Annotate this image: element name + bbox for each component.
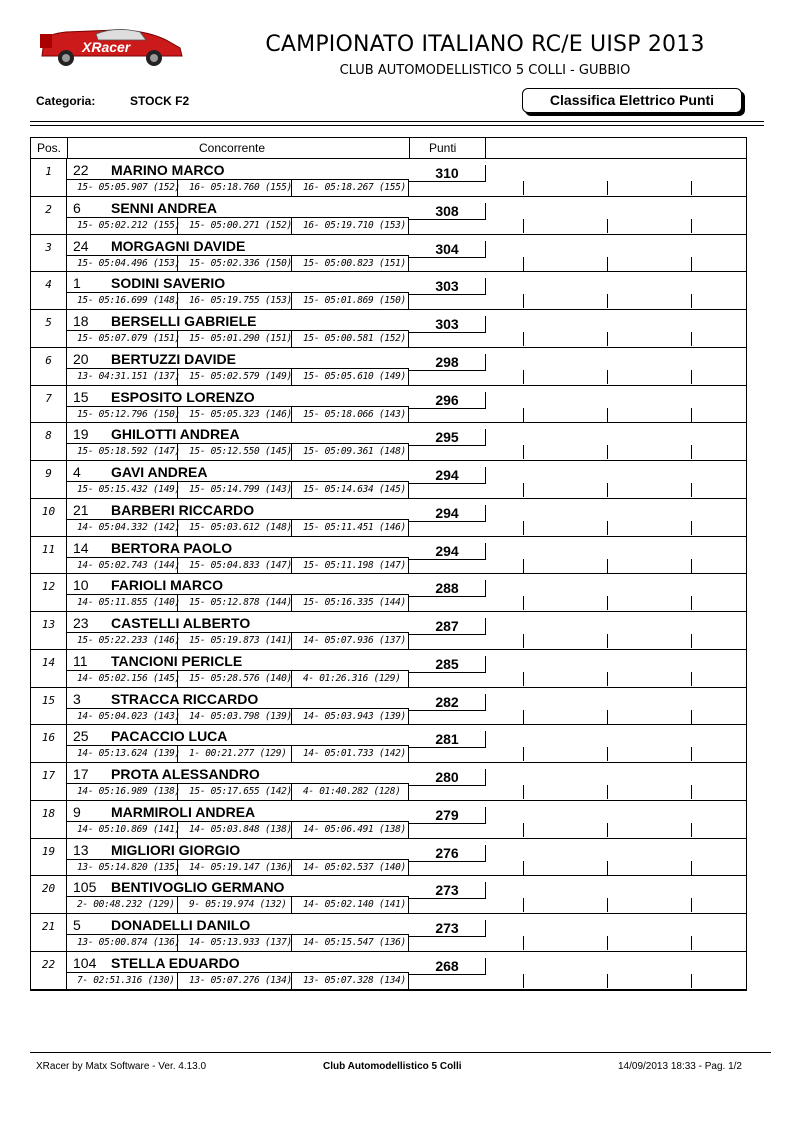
- column-tick: [607, 521, 608, 535]
- heat-result: 14- 05:03.798 (139): [189, 710, 292, 722]
- points-cell: 295: [409, 429, 486, 446]
- column-tick: [523, 521, 524, 535]
- heat-results: [67, 443, 409, 460]
- heat-result: 14- 05:15.547 (136): [303, 937, 406, 948]
- column-tick: [523, 370, 524, 384]
- column-tick: [607, 257, 608, 271]
- car-number: 15: [73, 388, 89, 405]
- column-tick: [523, 710, 524, 724]
- car-number: 11: [73, 652, 88, 669]
- heat-result: 4- 01:26.316 (129): [303, 672, 401, 684]
- heat-result: 15- 05:11.198 (147): [303, 559, 406, 571]
- column-tick: [523, 974, 524, 988]
- table-row: [31, 839, 746, 877]
- table-header: [31, 137, 746, 159]
- heat-results: [67, 217, 409, 234]
- column-tick: [523, 445, 524, 459]
- heat-results: [67, 708, 409, 725]
- heat-result: 14- 05:02.537 (140): [303, 861, 406, 873]
- car-number: 5: [73, 917, 81, 933]
- table-row: [31, 461, 746, 499]
- position-cell: 11: [31, 537, 67, 574]
- heat-results: [67, 934, 409, 951]
- column-tick: [691, 672, 692, 686]
- heat-result: 14- 05:02.156 (145): [77, 672, 180, 684]
- heat-result: 9- 05:19.974 (132): [189, 899, 287, 911]
- heat-result: 15- 05:01.869 (150): [303, 295, 406, 307]
- header-driver: Concorrente: [199, 141, 266, 155]
- column-tick: [691, 936, 692, 950]
- category-label: Categoria:: [36, 94, 96, 108]
- column-tick: [607, 672, 608, 686]
- heat-result: 16- 05:19.710 (153): [303, 219, 406, 231]
- heat-result: 15- 05:22.233 (146): [77, 635, 180, 646]
- driver-name: BENTIVOGLIO GERMANO: [111, 879, 285, 896]
- table-row: [31, 197, 746, 235]
- points-cell: 294: [409, 467, 486, 484]
- heat-result: 15- 05:02.579 (149): [189, 370, 292, 382]
- points-cell: 303: [409, 278, 486, 295]
- header-points: Punti: [429, 141, 457, 155]
- position-cell: 13: [31, 612, 67, 649]
- table-row: [31, 159, 746, 197]
- heat-result: 13- 05:07.328 (134): [303, 974, 406, 986]
- heat-results: [67, 859, 409, 876]
- car-number: 3: [73, 690, 81, 707]
- column-tick: [691, 445, 692, 459]
- heat-result: 14- 05:19.147 (136): [189, 861, 292, 873]
- table-row: [31, 801, 746, 839]
- position-cell: 9: [31, 461, 67, 498]
- table-row: [31, 423, 746, 461]
- driver-name: BERTUZZI DAVIDE: [111, 350, 236, 367]
- column-tick: [607, 181, 608, 195]
- logo-text: XRacer: [82, 39, 131, 55]
- footer-club: Club Automodellistico 5 Colli: [323, 1061, 462, 1072]
- table-row: [31, 235, 746, 273]
- heat-result: 15- 05:12.796 (150): [77, 408, 180, 420]
- header-pos: Pos.: [37, 141, 62, 155]
- heat-result: 15- 05:00.581 (152): [303, 333, 406, 344]
- table-row: [31, 763, 746, 801]
- column-tick: [523, 332, 524, 346]
- column-tick: [607, 823, 608, 837]
- points-cell: 285: [409, 656, 486, 673]
- column-tick: [691, 408, 692, 422]
- heat-result: 15- 05:18.066 (143): [303, 408, 406, 420]
- points-cell: 298: [409, 354, 486, 371]
- driver-name: SODINI SAVERIO: [111, 275, 226, 292]
- footer-divider: [30, 1052, 771, 1053]
- points-cell: 276: [409, 845, 486, 862]
- driver-name: MARMIROLI ANDREA: [111, 803, 256, 820]
- table-row: [31, 272, 746, 310]
- position-cell: 5: [31, 310, 67, 347]
- heat-result: 2- 00:48.232 (129): [77, 899, 175, 911]
- driver-name: BARBERI RICCARDO: [111, 501, 255, 518]
- table-row: [31, 725, 746, 763]
- car-number: 21: [73, 501, 89, 518]
- heat-result: 14- 05:03.943 (139): [303, 710, 406, 722]
- column-tick: [691, 370, 692, 384]
- xracer-logo: [36, 22, 186, 68]
- heat-results: [67, 896, 409, 913]
- column-tick: [523, 483, 524, 497]
- position-cell: 19: [31, 839, 67, 876]
- heat-result: 15- 05:15.432 (149): [77, 484, 180, 495]
- heat-results: [67, 255, 409, 272]
- heat-result: 14- 05:07.936 (137): [303, 635, 406, 646]
- column-tick: [691, 559, 692, 573]
- points-cell: 282: [409, 694, 486, 711]
- column-tick: [523, 823, 524, 837]
- heat-result: 15- 05:05.323 (146): [189, 408, 292, 420]
- points-cell: 303: [409, 316, 486, 333]
- position-cell: 4: [31, 272, 67, 309]
- heat-result: 14- 05:02.743 (144): [77, 559, 180, 571]
- column-tick: [607, 634, 608, 648]
- heat-result: 14- 05:02.140 (141): [303, 899, 406, 911]
- column-tick: [691, 332, 692, 346]
- heat-result: 15- 05:14.634 (145): [303, 484, 406, 495]
- heat-result: 13- 05:07.276 (134): [189, 974, 292, 986]
- driver-name: CASTELLI ALBERTO: [111, 615, 251, 631]
- column-tick: [691, 710, 692, 724]
- column-tick: [607, 936, 608, 950]
- table-row: [31, 952, 746, 990]
- column-tick: [607, 710, 608, 724]
- car-number: 10: [73, 577, 89, 594]
- column-tick: [523, 408, 524, 422]
- position-cell: 15: [31, 688, 67, 725]
- table-row: [31, 688, 746, 726]
- heat-results: [67, 557, 409, 574]
- heat-result: 1- 00:21.277 (129): [189, 748, 287, 760]
- column-tick: [523, 596, 524, 610]
- heat-results: [67, 481, 409, 498]
- driver-name: DONADELLI DANILO: [111, 917, 251, 933]
- heat-result: 14- 05:13.624 (139): [77, 748, 180, 760]
- column-tick: [607, 596, 608, 610]
- column-tick: [523, 294, 524, 308]
- heat-result: 15- 05:14.799 (143): [189, 484, 292, 495]
- points-cell: 288: [409, 580, 486, 597]
- heat-results: [67, 368, 409, 385]
- divider: [30, 121, 764, 122]
- heat-result: 15- 05:07.079 (151): [77, 333, 180, 344]
- car-number: 19: [73, 426, 89, 443]
- column-tick: [691, 898, 692, 912]
- heat-result: 14- 05:06.491 (138): [303, 823, 406, 835]
- points-cell: 294: [409, 543, 486, 560]
- position-cell: 21: [31, 914, 67, 951]
- column-tick: [523, 785, 524, 799]
- column-tick: [607, 747, 608, 761]
- position-cell: 10: [31, 499, 67, 536]
- points-cell: 273: [409, 882, 486, 899]
- column-tick: [523, 672, 524, 686]
- table-body: [31, 159, 746, 990]
- column-tick: [523, 898, 524, 912]
- points-cell: 280: [409, 769, 486, 786]
- car-number: 17: [73, 766, 89, 782]
- heat-result: 14- 05:04.332 (142): [77, 521, 180, 533]
- car-number: 105: [73, 879, 97, 896]
- heat-result: 15- 05:02.336 (150): [189, 257, 292, 269]
- heat-result: 15- 05:00.823 (151): [303, 257, 406, 269]
- category-value: STOCK F2: [130, 94, 190, 108]
- column-tick: [523, 219, 524, 233]
- heat-result: 15- 05:16.699 (148): [77, 295, 180, 307]
- car-number: 14: [73, 539, 89, 556]
- heat-results: [67, 179, 409, 196]
- page-title: CAMPIONATO ITALIANO RC/E UISP 2013: [265, 32, 705, 57]
- heat-result: 15- 05:12.550 (145): [189, 446, 292, 458]
- driver-name: GHILOTTI ANDREA: [111, 426, 240, 443]
- driver-name: FARIOLI MARCO: [111, 577, 223, 594]
- column-tick: [523, 257, 524, 271]
- column-tick: [523, 181, 524, 195]
- column-tick: [607, 445, 608, 459]
- heat-result: 16- 05:18.760 (155): [189, 182, 292, 193]
- driver-name: PACACCIO LUCA: [111, 728, 228, 745]
- position-cell: 3: [31, 235, 67, 272]
- table-row: [31, 499, 746, 537]
- position-cell: 20: [31, 876, 67, 913]
- heat-result: 14- 05:03.848 (138): [189, 823, 292, 835]
- footer-date-page: 14/09/2013 18:33 - Pag. 1/2: [618, 1061, 742, 1072]
- heat-results: [67, 972, 409, 989]
- position-cell: 12: [31, 574, 67, 611]
- column-tick: [691, 596, 692, 610]
- car-number: 24: [73, 237, 89, 254]
- position-cell: 7: [31, 386, 67, 423]
- column-tick: [691, 974, 692, 988]
- position-cell: 8: [31, 423, 67, 460]
- car-number: 1: [73, 275, 81, 292]
- points-cell: 281: [409, 731, 486, 748]
- heat-result: 13- 05:00.874 (136): [77, 937, 180, 948]
- heat-result: 15- 05:04.496 (153): [77, 257, 180, 269]
- column-tick: [607, 370, 608, 384]
- table-row: [31, 914, 746, 952]
- table-row: [31, 348, 746, 386]
- driver-name: PROTA ALESSANDRO: [111, 766, 260, 782]
- heat-result: 15- 05:16.335 (144): [303, 597, 406, 609]
- driver-name: MORGAGNI DAVIDE: [111, 237, 246, 254]
- column-tick: [523, 936, 524, 950]
- car-number: 6: [73, 199, 81, 216]
- car-number: 23: [73, 615, 89, 631]
- footer-software: XRacer by Matx Software - Ver. 4.13.0: [36, 1061, 207, 1072]
- column-tick: [607, 219, 608, 233]
- column-tick: [691, 181, 692, 195]
- heat-results: [67, 670, 409, 687]
- heat-results: [67, 594, 409, 611]
- points-cell: 273: [409, 920, 486, 937]
- driver-name: STELLA EDUARDO: [111, 954, 240, 971]
- column-tick: [607, 898, 608, 912]
- heat-result: 13- 05:14.820 (135): [77, 861, 180, 873]
- heat-result: 15- 05:19.873 (141): [189, 635, 292, 646]
- heat-result: 15- 05:28.576 (140): [189, 672, 292, 684]
- heat-result: 15- 05:02.212 (155): [77, 219, 180, 231]
- points-cell: 294: [409, 505, 486, 522]
- table-row: [31, 574, 746, 612]
- heat-results: [67, 821, 409, 838]
- heat-result: 16- 05:19.755 (153): [189, 295, 292, 307]
- position-cell: 1: [31, 159, 67, 196]
- column-tick: [607, 483, 608, 497]
- heat-result: 15- 05:01.290 (151): [189, 333, 292, 344]
- column-tick: [691, 747, 692, 761]
- heat-result: 4- 01:40.282 (128): [303, 786, 401, 797]
- heat-result: 14- 05:16.989 (138): [77, 786, 180, 797]
- driver-name: BERSELLI GABRIELE: [111, 313, 257, 329]
- heat-result: 14- 05:13.933 (137): [189, 937, 292, 948]
- heat-result: 15- 05:04.833 (147): [189, 559, 292, 571]
- driver-name: GAVI ANDREA: [111, 464, 208, 480]
- heat-result: 15- 05:17.655 (142): [189, 786, 292, 797]
- points-cell: 279: [409, 807, 486, 824]
- table-row: [31, 537, 746, 575]
- heat-result: 15- 05:05.610 (149): [303, 370, 406, 382]
- points-cell: 296: [409, 392, 486, 409]
- driver-name: TANCIONI PERICLE: [111, 652, 243, 669]
- car-number: 13: [73, 841, 89, 858]
- position-cell: 22: [31, 952, 67, 989]
- driver-name: MIGLIORI GIORGIO: [111, 841, 241, 858]
- column-tick: [691, 219, 692, 233]
- car-number: 4: [73, 464, 81, 480]
- column-tick: [607, 332, 608, 346]
- driver-name: ESPOSITO LORENZO: [111, 388, 255, 405]
- heat-result: 16- 05:18.267 (155): [303, 182, 406, 193]
- divider: [30, 125, 764, 126]
- table-row: [31, 650, 746, 688]
- driver-name: SENNI ANDREA: [111, 199, 218, 216]
- points-cell: 310: [409, 165, 486, 182]
- heat-result: 13- 04:31.151 (137): [77, 370, 180, 382]
- column-tick: [691, 294, 692, 308]
- driver-name: BERTORA PAOLO: [111, 539, 233, 556]
- column-tick: [607, 785, 608, 799]
- column-tick: [691, 823, 692, 837]
- heat-result: 7- 02:51.316 (130): [77, 974, 175, 986]
- car-number: 25: [73, 728, 89, 745]
- position-cell: 18: [31, 801, 67, 838]
- heat-result: 15- 05:03.612 (148): [189, 521, 292, 533]
- heat-results: [67, 783, 409, 800]
- heat-results: [67, 745, 409, 762]
- position-cell: 17: [31, 763, 67, 800]
- column-tick: [607, 294, 608, 308]
- position-cell: 2: [31, 197, 67, 234]
- column-tick: [523, 634, 524, 648]
- classification-box: Classifica Elettrico Punti: [522, 88, 742, 113]
- table-row: [31, 386, 746, 424]
- heat-results: [67, 406, 409, 423]
- column-tick: [691, 483, 692, 497]
- heat-results: [67, 292, 409, 309]
- driver-name: MARINO MARCO: [111, 162, 225, 178]
- heat-result: 15- 05:09.361 (148): [303, 446, 406, 458]
- car-number: 104: [73, 954, 97, 971]
- table-row: [31, 612, 746, 650]
- heat-result: 15- 05:00.271 (152): [189, 219, 292, 231]
- column-tick: [607, 974, 608, 988]
- column-tick: [691, 785, 692, 799]
- column-tick: [523, 559, 524, 573]
- column-tick: [523, 747, 524, 761]
- heat-result: 15- 05:12.878 (144): [189, 597, 292, 609]
- heat-result: 14- 05:04.023 (143): [77, 710, 180, 722]
- column-tick: [691, 861, 692, 875]
- car-number: 22: [73, 162, 89, 178]
- driver-name: STRACCA RICCARDO: [111, 690, 259, 707]
- heat-result: 14- 05:01.733 (142): [303, 748, 406, 760]
- heat-result: 14- 05:11.855 (140): [77, 597, 180, 609]
- heat-result: 15- 05:18.592 (147): [77, 446, 180, 458]
- column-tick: [607, 408, 608, 422]
- car-number: 18: [73, 313, 89, 329]
- heat-result: 14- 05:10.869 (141): [77, 823, 180, 835]
- column-tick: [523, 861, 524, 875]
- position-cell: 14: [31, 650, 67, 687]
- heat-results: [67, 632, 409, 649]
- heat-result: 15- 05:05.907 (152): [77, 182, 180, 193]
- table-row: [31, 310, 746, 348]
- column-tick: [691, 634, 692, 648]
- heat-results: [67, 330, 409, 347]
- table-row: [31, 876, 746, 914]
- heat-result: 15- 05:11.451 (146): [303, 521, 406, 533]
- column-tick: [607, 861, 608, 875]
- car-number: 9: [73, 803, 81, 820]
- points-cell: 268: [409, 958, 486, 975]
- column-tick: [691, 521, 692, 535]
- column-tick: [691, 257, 692, 271]
- position-cell: 6: [31, 348, 67, 385]
- car-number: 20: [73, 350, 89, 367]
- column-tick: [607, 559, 608, 573]
- points-cell: 308: [409, 203, 486, 220]
- results-table: [30, 137, 747, 991]
- heat-results: [67, 519, 409, 536]
- page-subtitle: CLUB AUTOMODELLISTICO 5 COLLI - GUBBIO: [339, 63, 631, 78]
- position-cell: 16: [31, 725, 67, 762]
- points-cell: 287: [409, 618, 486, 635]
- points-cell: 304: [409, 241, 486, 258]
